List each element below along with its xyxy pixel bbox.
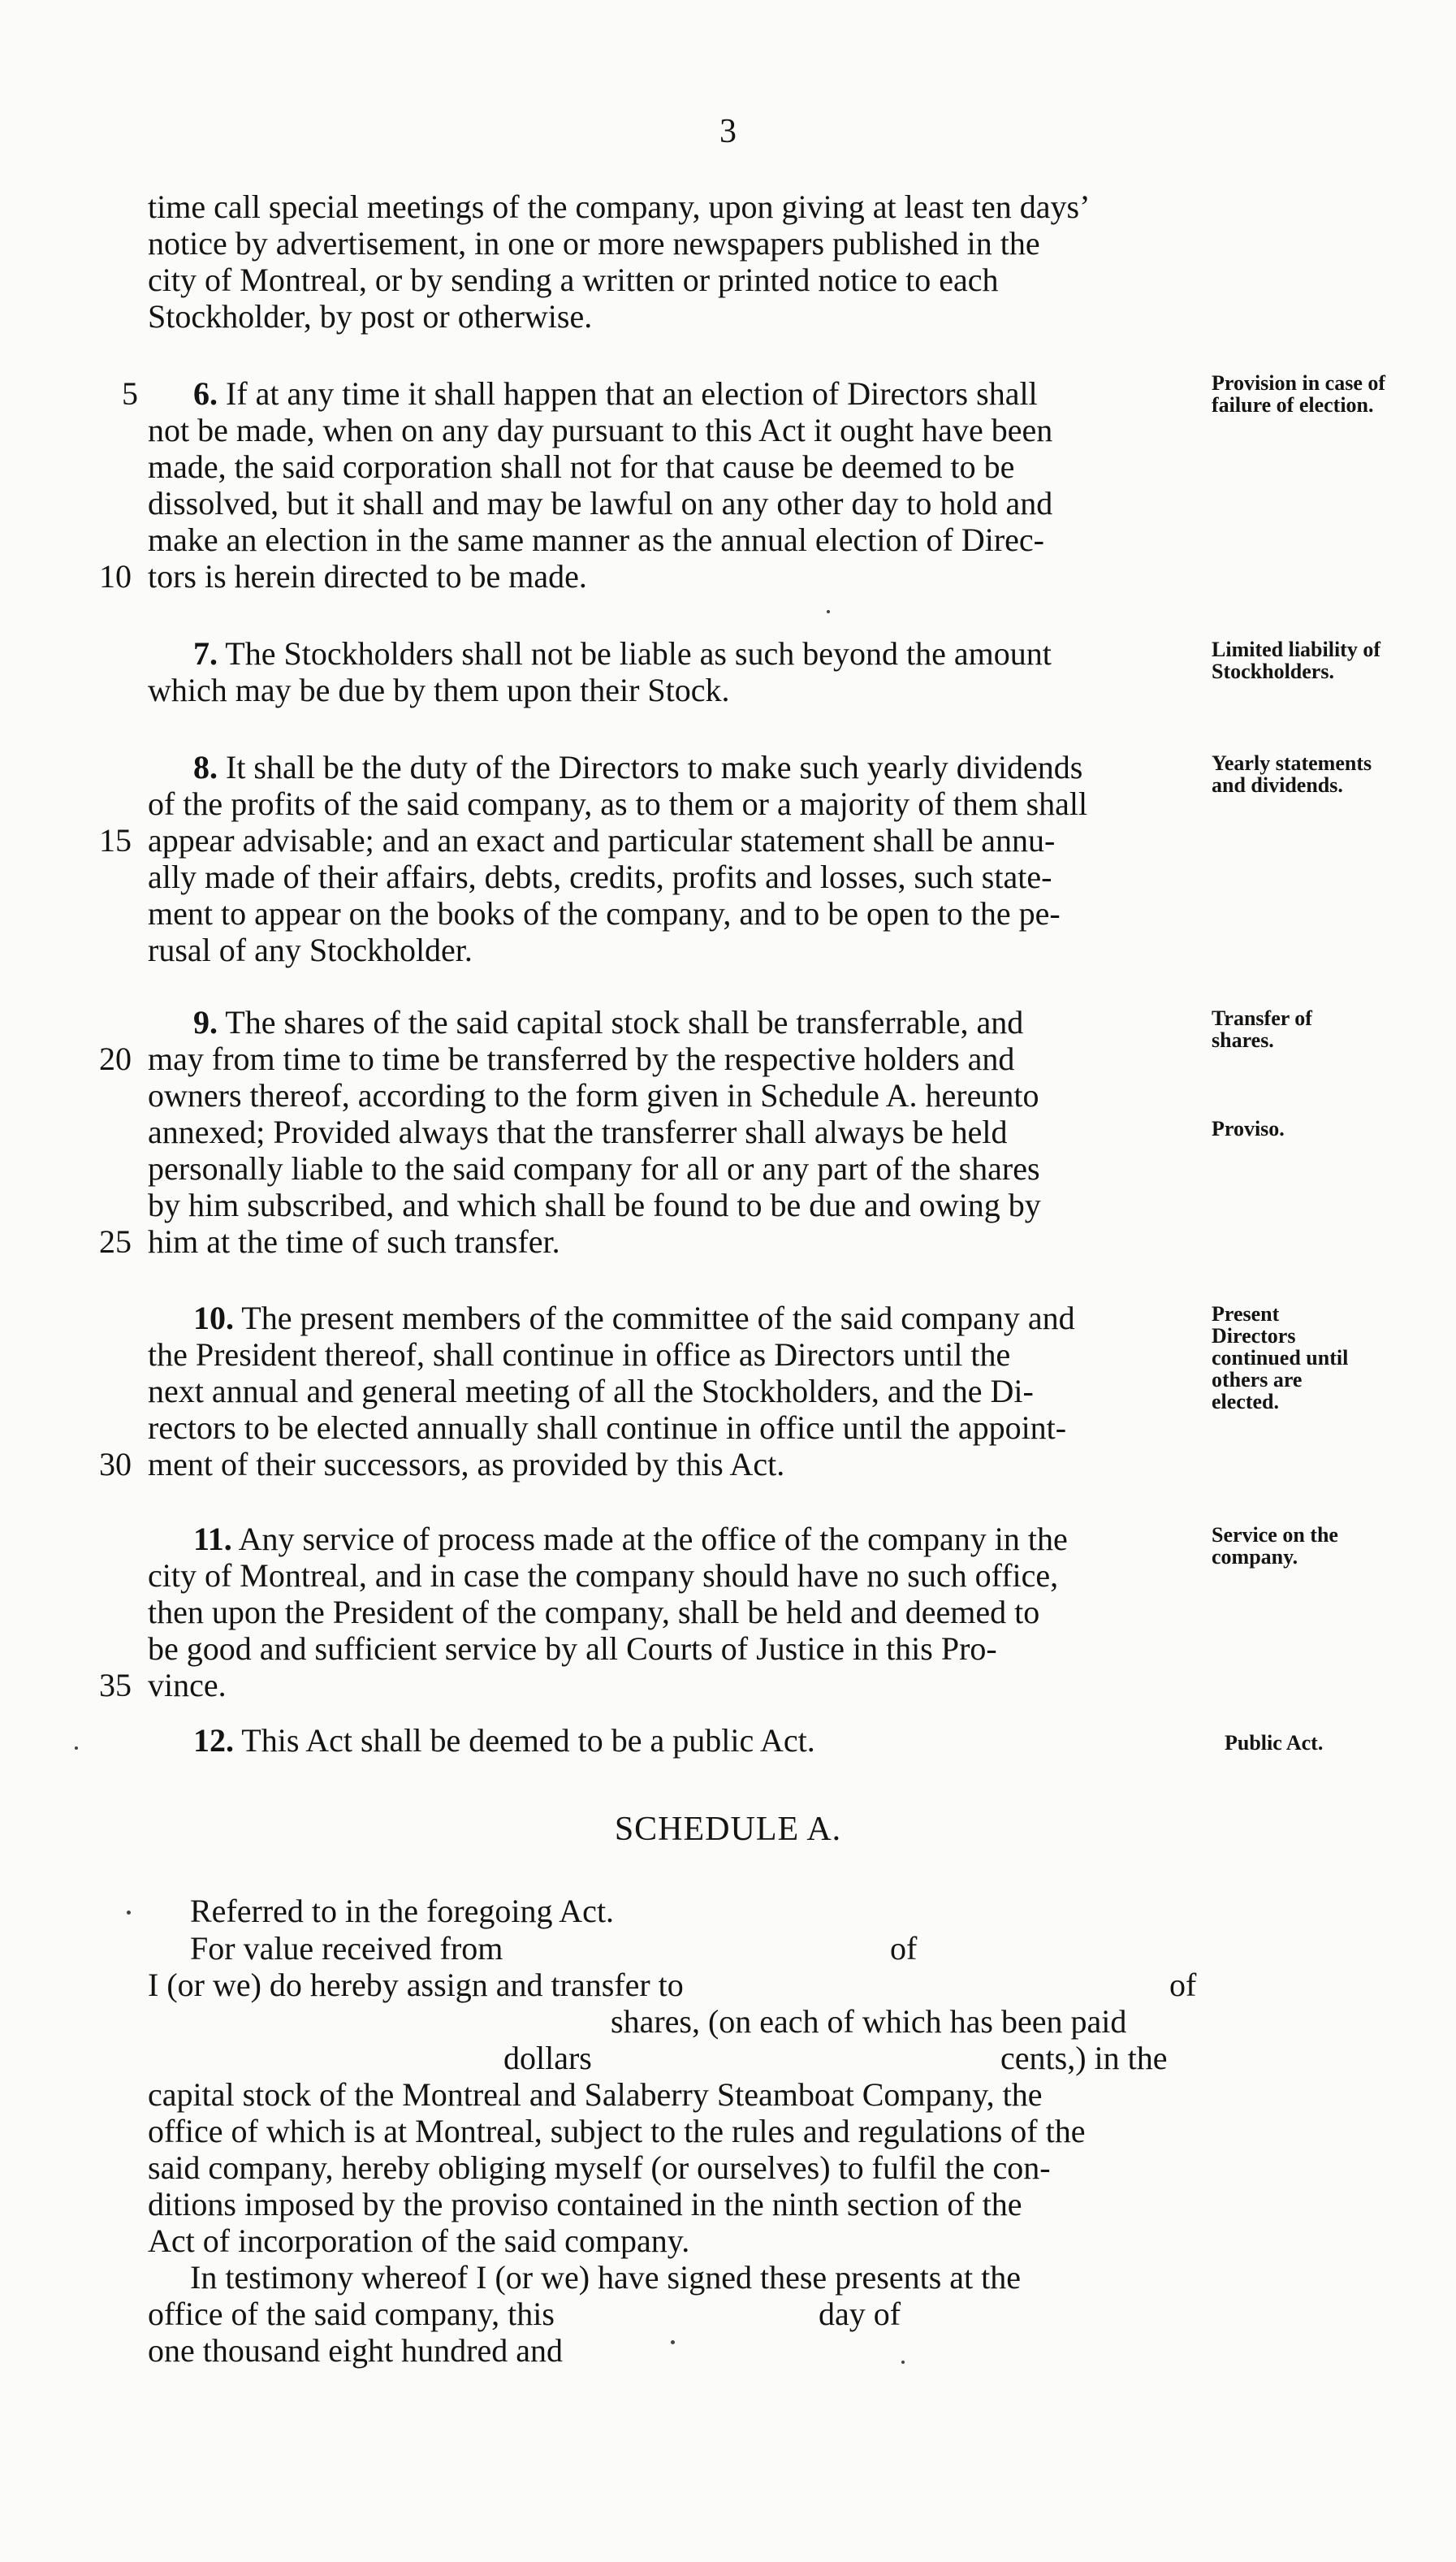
scan-speck (901, 2361, 905, 2364)
schedule-cents: cents,) in the (1000, 2040, 1168, 2076)
section-line: city of Montreal, and in case the company should have no such office, (148, 1557, 1059, 1594)
section-line: rectors to be elected annually shall continue in office until the appoint- (148, 1409, 1067, 1446)
section-9 (148, 1004, 1195, 1260)
schedule-dollars: dollars (503, 2040, 592, 2076)
section-10 (148, 1300, 1195, 1482)
intro-line: notice by advertisement, in one or more newspapers published in the (148, 225, 1040, 262)
schedule-of-2: of (1169, 1967, 1197, 2003)
intro-line: Stockholder, by post or otherwise. (148, 298, 593, 335)
scan-speck (671, 2340, 675, 2344)
section-number: 8. (193, 749, 218, 785)
section-line: next annual and general meeting of all the Stockholders, and the Di- (148, 1373, 1034, 1409)
section-line: ment of their successors, as provided by this Act. (148, 1446, 785, 1482)
section-line: rusal of any Stockholder. (148, 932, 473, 968)
section-line: appear advisable; and an exact and particular statement shall be annu- (148, 822, 1056, 859)
schedule-one-thousand: one thousand eight hundred and (148, 2332, 563, 2369)
section-line: ment to appear on the books of the company, and to be open to the pe- (148, 895, 1061, 932)
schedule-line: ditions imposed by the proviso contained in the ninth section of the (148, 2186, 1022, 2222)
section-6 (148, 375, 1195, 595)
section-number: 6. (193, 375, 218, 412)
section-line: owners thereof, according to the form given in Schedule A. hereunto (148, 1077, 1039, 1114)
schedule-assign-line: I (or we) do hereby assign and transfer to (148, 1967, 684, 2003)
schedule-line: office of the said company, this (148, 2296, 555, 2332)
margin-note-election: Provision in case of failure of election. (1212, 371, 1386, 417)
section-number: 11. (193, 1521, 232, 1557)
section-number: 12. (193, 1722, 234, 1759)
section-line: personally liable to the said company for all or any part of the shares (148, 1150, 1040, 1187)
section-line: dissolved, but it shall and may be lawful on any other day to hold and (148, 485, 1053, 521)
section-line: by him subscribed, and which shall be found to be due and owing by (148, 1187, 1041, 1223)
section-8 (148, 749, 1195, 968)
section-line: The present members of the committee of the said company and (241, 1300, 1075, 1336)
schedule-line: In testimony whereof I (or we) have signed these presents at the (190, 2259, 1021, 2296)
scan-speck (75, 1746, 78, 1750)
section-line: annexed; Provided always that the transferrer shall always be held (148, 1114, 1008, 1150)
schedule-shares-line: shares, (on each of which has been paid (611, 2003, 1127, 2040)
intro-paragraph (148, 188, 1195, 335)
line-number: 30 (99, 1446, 132, 1482)
schedule-title: SCHEDULE A. (614, 1811, 842, 1848)
section-number: 9. (193, 1004, 218, 1041)
section-number: 10. (193, 1300, 234, 1336)
section-line: If at any time it shall happen that an election of Directors shall (226, 375, 1038, 412)
schedule-value-received: For value received from (190, 1930, 503, 1967)
margin-note-directors: Present Directors continued until others are elected. (1212, 1302, 1349, 1413)
schedule-of-1: of (890, 1930, 918, 1967)
line-number: 5 (122, 375, 138, 412)
line-number: 10 (99, 558, 132, 595)
schedule-line: said company, hereby obliging myself (or ourselves) to fulfil the con- (148, 2149, 1051, 2186)
section-11 (148, 1521, 1195, 1703)
line-number: 35 (99, 1667, 132, 1703)
schedule-testimony (148, 2259, 1195, 2332)
scan-speck (827, 610, 830, 613)
line-number: 20 (99, 1041, 132, 1077)
section-line: be good and sufficient service by all Courts of Justice in this Pro- (148, 1630, 997, 1667)
section-number: 7. (193, 635, 218, 672)
page-number: 3 (719, 113, 737, 150)
schedule-line: office of which is at Montreal, subject to the rules and regulations of the (148, 2113, 1086, 2149)
section-line: of the profits of the said company, as to them or a majority of them shall (148, 785, 1088, 822)
section-line: made, the said corporation shall not for that cause be deemed to be (148, 448, 1015, 485)
section-line: vince. (148, 1667, 227, 1703)
schedule-line: Act of incorporation of the said company. (148, 2222, 690, 2259)
section-line: This Act shall be deemed to be a public Act. (241, 1722, 815, 1759)
margin-note-proviso: Proviso. (1212, 1117, 1285, 1140)
margin-note-public-act: Public Act. (1225, 1731, 1324, 1755)
section-line: the President thereof, shall continue in office as Directors until the (148, 1336, 1011, 1373)
section-line: which may be due by them upon their Stock. (148, 672, 730, 708)
margin-note-service: Service on the company. (1212, 1523, 1338, 1569)
section-line: ally made of their affairs, debts, credits, profits and losses, such state- (148, 859, 1052, 895)
section-line: The shares of the said capital stock shall be transferrable, and (225, 1004, 1024, 1041)
section-line: may from time to time be transferred by the respective holders and (148, 1041, 1015, 1077)
section-12 (148, 1722, 1195, 1759)
intro-line: time call special meetings of the company, upon giving at least ten days’ (148, 188, 1091, 225)
schedule-line: capital stock of the Montreal and Salaberry Steamboat Company, the (148, 2076, 1043, 2113)
margin-note-dividends: Yearly statements and dividends. (1212, 751, 1372, 797)
section-line: It shall be the duty of the Directors to make such yearly dividends (226, 749, 1083, 785)
section-line: Any service of process made at the office of the company in the (238, 1521, 1068, 1557)
schedule-paragraph (148, 2076, 1195, 2259)
section-line: tors is herein directed to be made. (148, 558, 587, 595)
schedule-referred: Referred to in the foregoing Act. (190, 1893, 615, 1929)
scan-speck (127, 1911, 131, 1915)
section-line: then upon the President of the company, shall be held and deemed to (148, 1594, 1040, 1630)
schedule-day-of: day of (819, 2296, 901, 2332)
margin-note-transfer: Transfer of shares. (1212, 1006, 1312, 1052)
margin-note-liability: Limited liability of Stockholders. (1212, 638, 1380, 683)
section-line: not be made, when on any day pursuant to this Act it ought have been (148, 412, 1053, 448)
intro-line: city of Montreal, or by sending a written or printed notice to each (148, 262, 999, 298)
section-line: make an election in the same manner as the annual election of Direc- (148, 521, 1044, 558)
section-line: him at the time of such transfer. (148, 1223, 560, 1260)
line-number: 25 (99, 1223, 132, 1260)
line-number: 15 (99, 822, 132, 859)
section-line: The Stockholders shall not be liable as such beyond the amount (225, 635, 1052, 672)
section-7 (148, 635, 1195, 708)
